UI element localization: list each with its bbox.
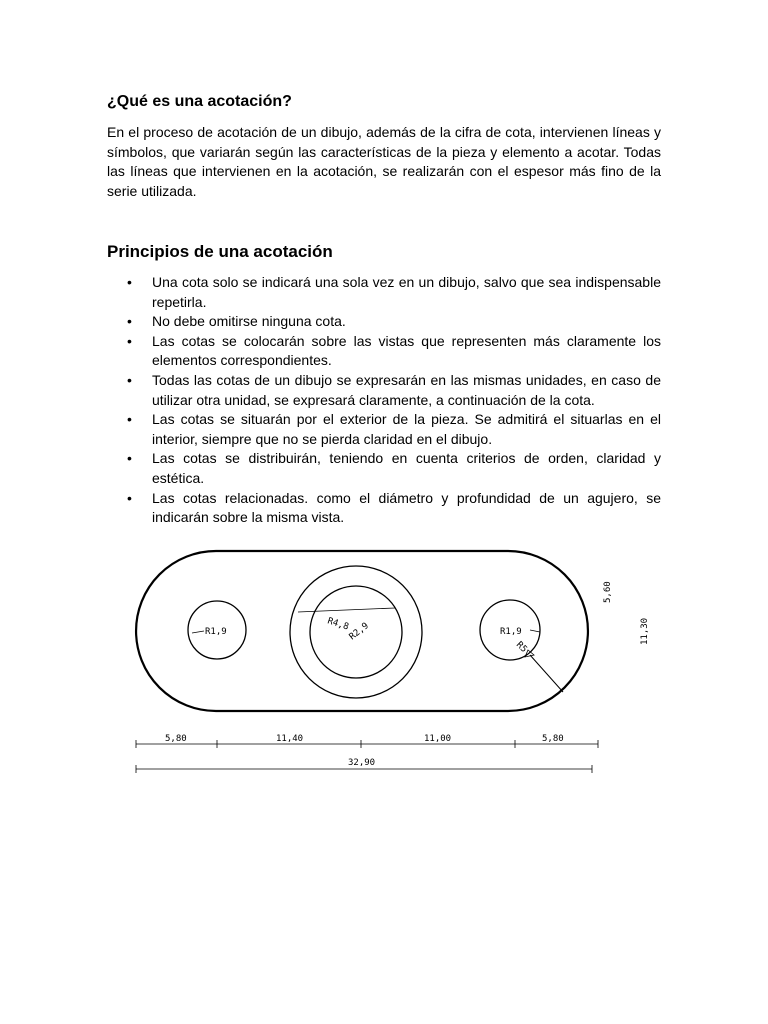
right-hole-label: R1,9 (500, 627, 522, 637)
dim-height-label: 11,30 (640, 617, 650, 645)
dim-a-label: 5,80 (165, 734, 187, 744)
list-item: • Las cotas se situarán por el exterior de la pieza. Se admitirá el situarlas en el interior, siempre que no se pierda claridad en el dibujo. (107, 410, 661, 449)
list-item: • Todas las cotas de un dibujo se expresarán en las mismas unidades, en caso de utilizar otra unidad, se expresará claramente, a continuación de la cota. (107, 371, 661, 410)
dim-c-label: 11,00 (424, 734, 452, 744)
section-title-principios: Principios de una acotación (107, 242, 333, 261)
dim-half-height-label: 5,60 (603, 581, 613, 603)
technical-drawing (0, 540, 768, 780)
right-hole-leader (530, 630, 540, 632)
left-hole-leader (192, 631, 204, 633)
list-item: • No debe omitirse ninguna cota. (107, 312, 661, 332)
list-item: • Las cotas relacionadas. como el diámetro y profundidad de un agujero, se indicarán sobre la misma vista. (107, 489, 661, 528)
dim-b-label: 11,40 (276, 734, 304, 744)
principles-list (107, 273, 661, 528)
left-hole-label: R1,9 (205, 627, 227, 637)
list-item: • Las cotas se distribuirán, teniendo en cuenta criterios de orden, claridad y estética. (107, 449, 661, 488)
list-item: • Las cotas se colocarán sobre las vistas que representen más claramente los elementos correspondientes. (107, 332, 661, 371)
dim-total-label: 32,90 (348, 758, 376, 768)
end-radius-leader (530, 655, 563, 692)
section-title-que-es: ¿Qué es una acotación? (107, 93, 292, 110)
section-paragraph: En el proceso de acotación de un dibujo, además de la cifra de cota, intervienen líneas y símbolos, que variarán según las características de la pieza y elemento a acotar. Todas las líneas que intervienen en la acotación, se realizarán con el espesor más fino de la serie utilizada. (107, 124, 661, 199)
center-radius-leader (298, 608, 395, 612)
list-item: • Una cota solo se indicará una sola vez en un dibujo, salvo que sea indispensable repetirla. (107, 273, 661, 312)
center-outer-label: R4,8 (326, 616, 350, 633)
dim-d-label: 5,80 (542, 734, 564, 744)
end-radius-label: R5 (513, 640, 529, 655)
center-inner-label: R2,9 (347, 621, 371, 643)
